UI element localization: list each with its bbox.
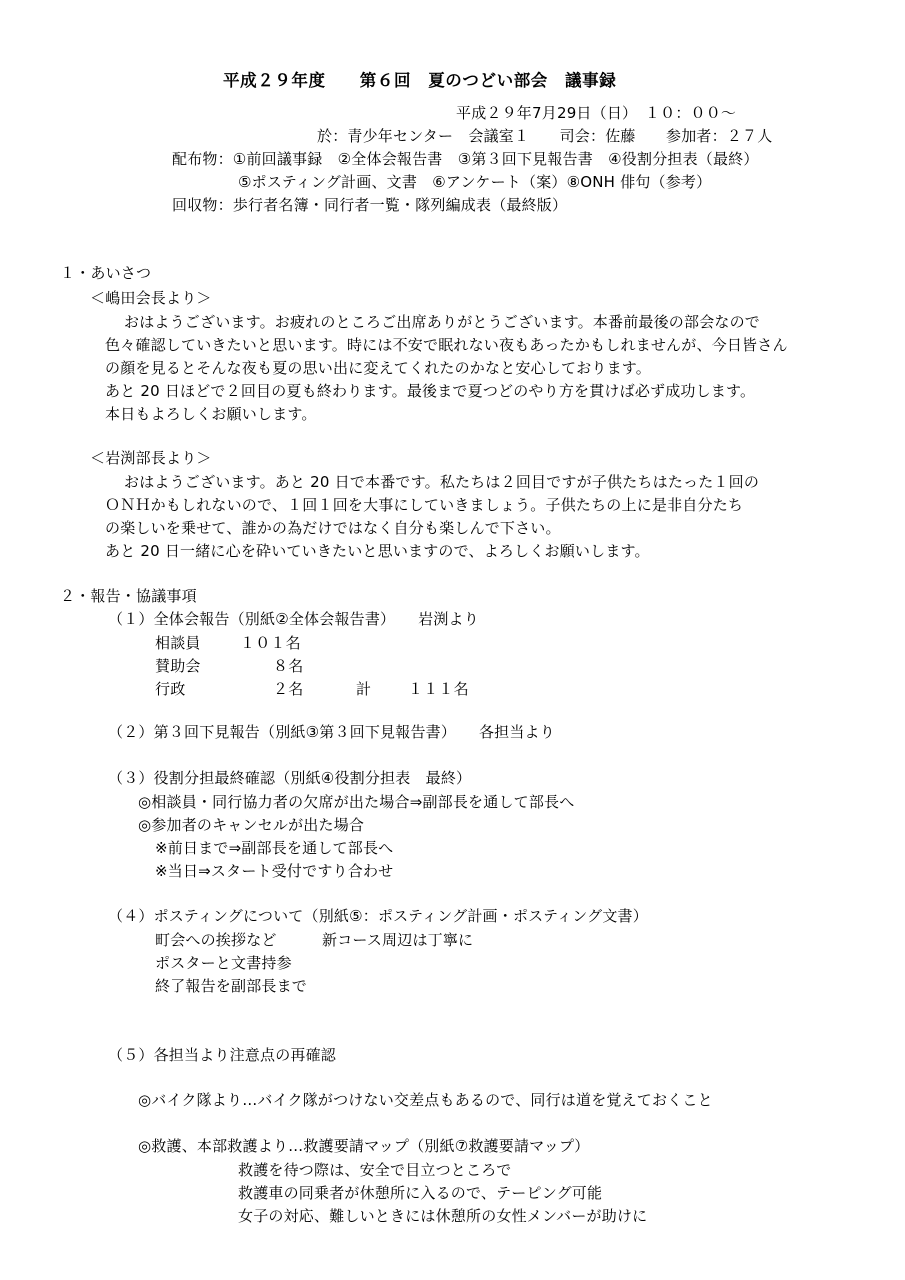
attendance-label: 相談員 [155,634,201,652]
section2-heading: ２・報告・協議事項 [60,587,197,605]
item3-line: ◎参加者のキャンセルが出た場合 [138,816,365,834]
speech-line: の顔を見るとそんな夜も夏の思い出に変えてくれたのかなと安心しております。 [105,359,652,377]
item4-line: 終了報告を副部長まで [155,977,308,995]
item3-title: （３）役割分担最終確認（別紙④役割分担表 最終） [108,769,472,787]
meeting-date-time: 平成２９年7月29日（日） １０：００～ [456,104,737,122]
item4-line: 新コース周辺は丁寧に [322,931,474,949]
collected-items-line: 回収物：歩行者名簿・同行者一覧・隊列編成表（最終版） [172,196,568,214]
rescue-note-line: 救護車の同乗者が休憩所に入るので、テーピング可能 [238,1184,603,1202]
item3-line: ◎相談員・同行協力者の欠席が出た場合⇒副部長を通して部長へ [138,793,575,811]
handouts-line-2: ⑤ポスティング計画、文書 ⑥アンケート（案）⑧ONH 俳句（参考） [238,173,712,191]
speech-line: あと 20 日ほどで２回目の夏も終わります。最後まで夏つどのやり方を貫けば必ず成功します。 [105,382,756,400]
speech-line: 本日もよろしくお願いします。 [105,405,317,423]
handouts-line-1: 配布物：①前回議事録 ②全体会報告書 ③第３回下見報告書 ④役割分担表（最終） [172,150,759,168]
speech-line: 色々確認していきたいと思います。時には不安で眠れない夜もあったかもしれませんが、今日皆さん [105,336,788,354]
attendance-label: 行政 [155,680,186,698]
meeting-venue-line: 於：青少年センター 会議室１ 司会：佐藤 参加者：２７人 [317,127,773,145]
rescue-note-line: 救護を待つ際は、安全で目立つところで [238,1161,512,1179]
attendance-value: ２名 [273,680,304,698]
item5-title: （５）各担当より注意点の再確認 [108,1046,337,1064]
rescue-note-line: 女子の対応、難しいときには休憩所の女性メンバーが助けに [238,1207,648,1225]
speech-line: おはようございます。お疲れのところご出席ありがとうございます。本番前最後の部会なので [124,313,761,331]
speech-line: の楽しいを乗せて、誰かの為だけではなく自分も楽しんで下さい。 [105,519,561,537]
speaker-director: ＜岩渕部長より＞ [90,449,212,467]
document-title: 平成２９年度 第６回 夏のつどい部会 議事録 [223,71,617,90]
section1-heading: １・あいさつ [60,264,152,282]
attendance-label: 賛助会 [155,657,201,675]
item4-title: （４）ポスティングについて（別紙⑤：ポスティング計画・ポスティング文書） [108,907,648,925]
bike-team-note: ◎バイク隊より…バイク隊がつけない交差点もあるので、同行は道を覚えておくこと [138,1091,713,1109]
attendance-value: ８名 [273,657,304,675]
speech-line: ＯＮＨかもしれないので、１回１回を大事にしていきましょう。子供たちの上に是非自分たち [105,496,744,514]
item4-line: ポスターと文書持参 [155,954,292,972]
total-value: １１１名 [408,680,469,698]
speech-line: おはようございます。あと 20 日で本番です。私たちは２回目ですが子供たちはたった１回の [124,473,760,491]
item3-line: ※当日⇒スタート受付ですり合わせ [155,862,394,880]
rescue-team-note: ◎救護、本部救護より…救護要請マップ（別紙⑦救護要請マップ） [138,1137,590,1155]
item3-line: ※前日まで⇒副部長を通して部長へ [155,839,394,857]
item1-title: （１）全体会報告（別紙②全体会報告書） 岩渕より [108,610,479,628]
item4-line: 町会への挨拶など [155,931,277,949]
total-label: 計 [356,680,372,698]
attendance-value: １０１名 [240,634,301,652]
speech-line: あと 20 日一緒に心を砕いていきたいと思いますので、よろしくお願いします。 [105,542,650,560]
speaker-chair: ＜嶋田会長より＞ [90,289,212,307]
item2-title: （２）第３回下見報告（別紙③第３回下見報告書） 各担当より [108,723,555,741]
